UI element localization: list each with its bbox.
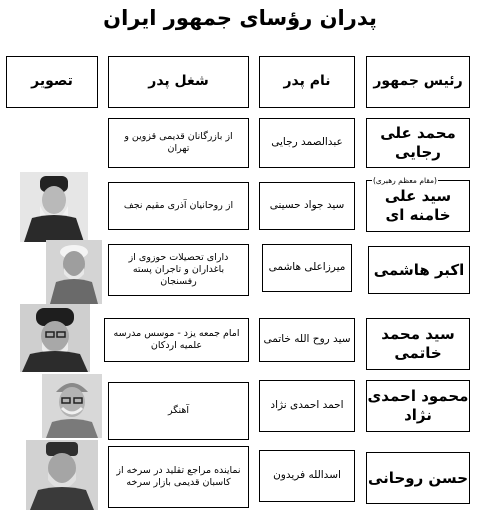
father-name: اسدالله فریدون (259, 450, 355, 502)
father-job: از روحانیان آذری مقیم نجف (108, 182, 249, 230)
father-photo (42, 374, 102, 438)
header-father-name: نام پدر (259, 56, 355, 108)
header-photo: تصویر (6, 56, 98, 108)
father-job: دارای تحصیلات حوزوی از باغداران و تاجران پسته رفسنجان (108, 244, 249, 296)
president-name: محمد علی رجایی (366, 118, 470, 168)
header-father-job: شغل پدر (108, 56, 249, 108)
page-title: پدران رؤسای جمهور ایران (103, 6, 377, 30)
father-photo (26, 440, 98, 510)
father-job: آهنگر (108, 382, 249, 440)
header-president: رئیس جمهور (366, 56, 470, 108)
president-name: سید محمد خاتمی (366, 318, 470, 370)
portrait-image (46, 240, 102, 304)
father-job: از بازرگانان قدیمی قزوین و تهران (108, 118, 249, 168)
father-name: سید روح الله خاتمی (259, 318, 355, 362)
portrait-image (20, 172, 88, 242)
father-photo (20, 172, 88, 242)
president-name: محمود احمدی نژاد (366, 380, 470, 432)
father-job: نماینده مراجع تقلید در سرخه از کاسبان قدیمی بازار سرخه (108, 446, 249, 508)
father-name: سید جواد حسینی (259, 182, 355, 230)
father-name: عبدالصمد رجایی (259, 118, 355, 168)
president-name: اکبر هاشمی (368, 246, 470, 294)
father-name: احمد احمدی نژاد (259, 380, 355, 432)
portrait-image (20, 304, 90, 372)
portrait-image (42, 374, 102, 438)
father-photo (20, 304, 90, 372)
president-name: سید علی خامنه ای (366, 180, 470, 232)
father-photo (46, 240, 102, 304)
father-name: میرزاعلی هاشمی (262, 244, 352, 292)
portrait-image (26, 440, 98, 510)
president-name: حسن روحانی (366, 452, 470, 504)
father-job: امام جمعه یزد - موسس مدرسه علمیه اردکان (104, 318, 249, 362)
president-note: (مقام معظم رهبری) (373, 176, 437, 185)
